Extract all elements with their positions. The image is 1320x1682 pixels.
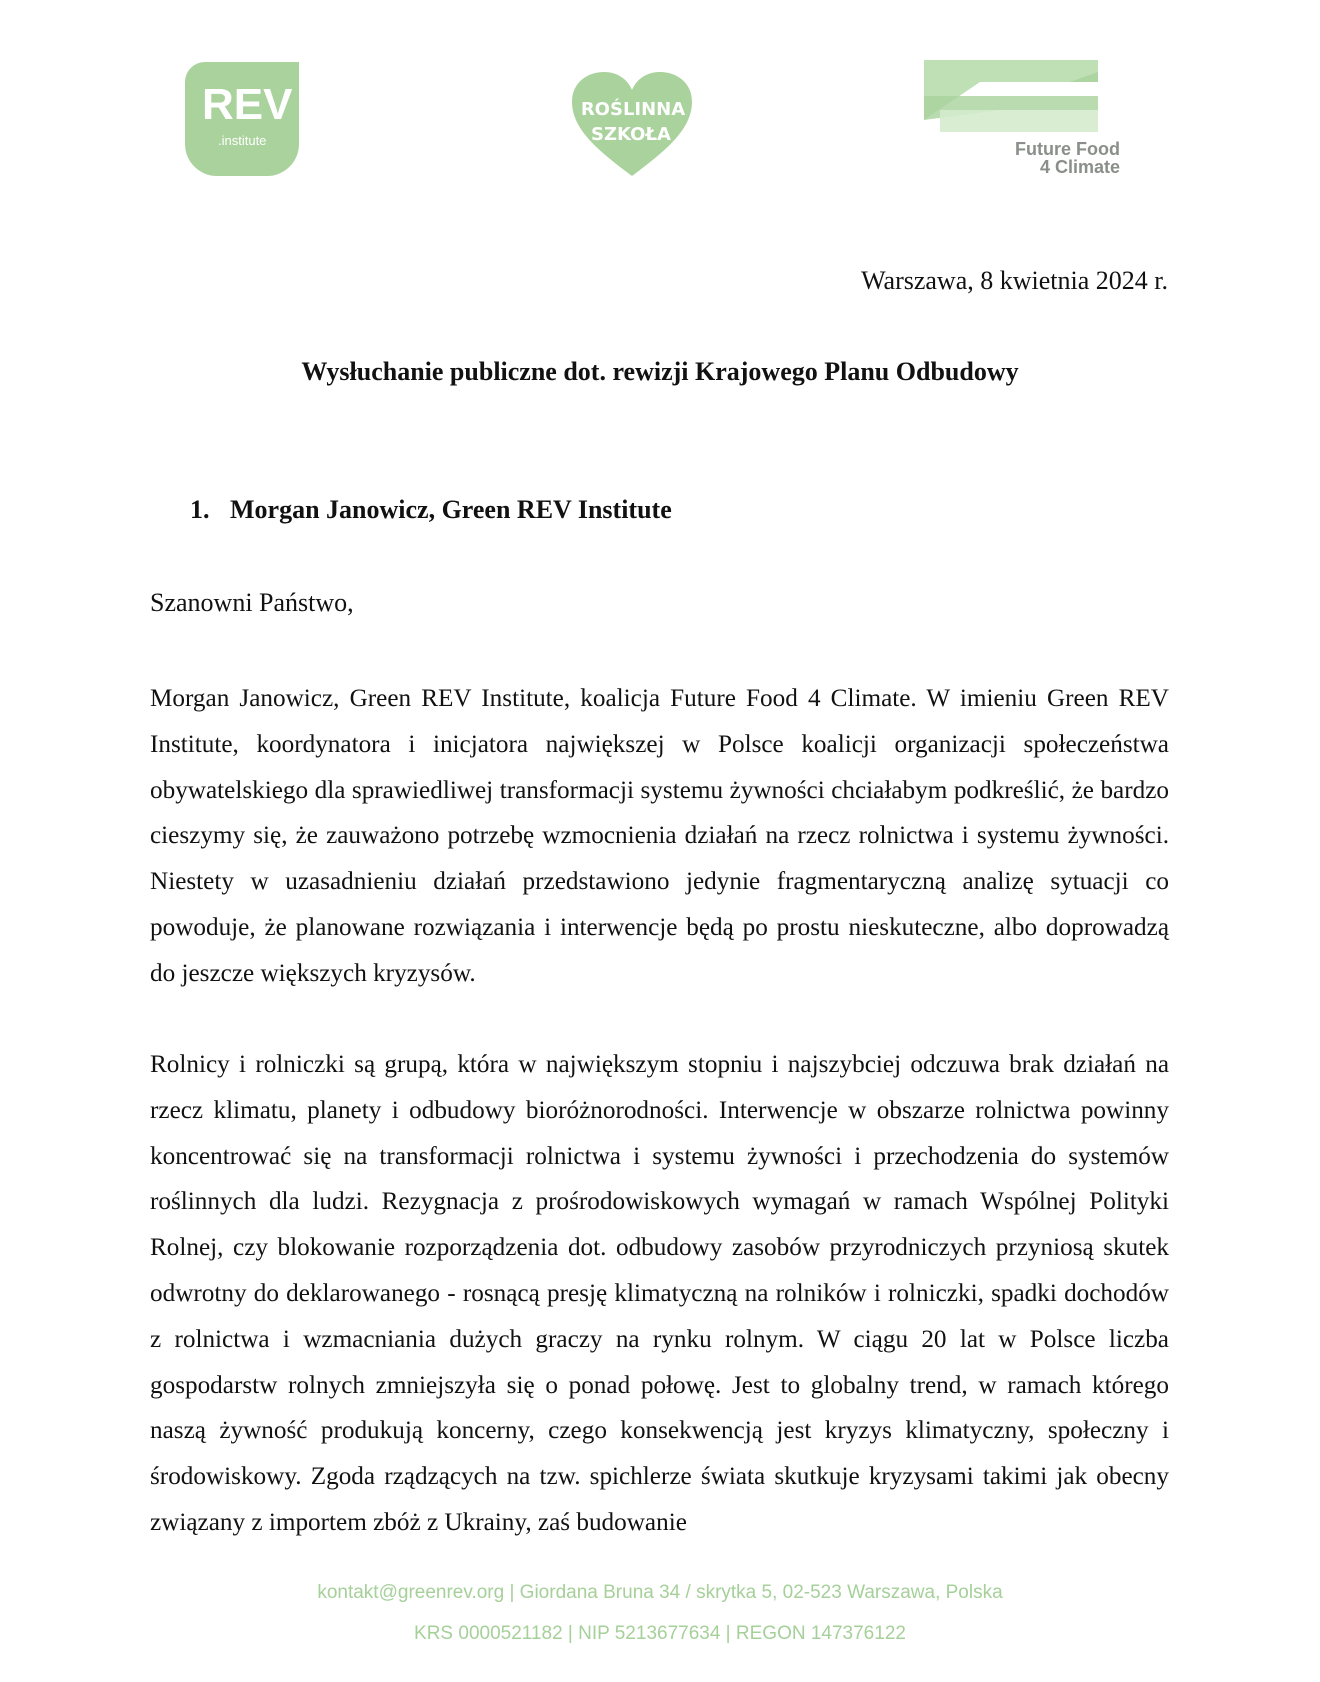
document-title: Wysłuchanie publiczne dot. rewizji Krajowego Planu Odbudowy <box>301 357 1019 386</box>
rev-logo-text: REV <box>202 80 293 129</box>
roslinna-szkola-logo <box>570 70 695 180</box>
document-date: Warszawa, 8 kwietnia 2024 r. <box>861 266 1168 295</box>
future-food-logo-line1: Future Food <box>1015 139 1120 159</box>
roslinna-logo-line1: ROŚLINNA <box>580 99 686 120</box>
section-heading <box>190 495 672 525</box>
rev-institute-logo <box>185 62 299 176</box>
section-number: 1. <box>190 495 210 524</box>
footer-contact-line: kontakt@greenrev.org | Giordana Bruna 34 / skrytka 5, 02-523 Warszawa, Polska <box>317 1582 1003 1603</box>
section-heading-text: Morgan Janowicz, Green REV Institute <box>230 495 672 524</box>
greeting: Szanowni Państwo, <box>150 588 354 617</box>
footer-registry-line: KRS 0000521182 | NIP 5213677634 | REGON 147376122 <box>414 1623 906 1644</box>
paragraph: Rolnicy i rolniczki są grupą, która w największym stopniu i najszybciej odczuwa brak działań na rzecz klimatu, planety i odbudowy bioróżnorodności. Interwencje w obszarze rolnictwa powinny koncentrować się na transformacji rolnictwa i systemu żywności i przechodzenia do systemów roślinnych dla ludzi. Rezygnacja z prośrodowiskowych wymagań w ramach Wspólnej Polityki Rolnej, czy blokowanie rozporządzenia dot. odbudowy zasobów przyrodniczych przyniosą skutek odwrotny do deklarowanego - rosnącą presję klimatyczną na rolników i rolniczki, spadki dochodów z rolnictwa i wzmacniania dużych graczy na rynku rolnym. W ciągu 20 lat w Polsce liczba gospodarstw rolnych zmniejszyła się o ponad połowę. Jest to globalny trend, w ramach którego naszą żywność produkują koncerny, czego konsekwencją jest kryzys klimatyczny, społeczny i środowiskowy. Zgoda rządzących na tzw. spichlerze świata skutkuje kryzysami takimi jak obecny związany z importem zbóż z Ukrainy, zaś budowanie <box>150 1051 1169 1536</box>
rev-logo-subtext: .institute <box>218 133 267 148</box>
logo-header <box>0 0 1320 200</box>
szkola-logo-line2: SZKOŁA <box>591 124 671 145</box>
future-food-4-climate-logo <box>920 60 1120 180</box>
paragraph: Morgan Janowicz, Green REV Institute, koalicja Future Food 4 Climate. W imieniu Green REV Institute, koordynatora i inicjatora największej w Polsce koalicji organizacji społeczeństwa obywatelskiego dla sprawiedliwej transformacji systemu żywności chciałabym podkreślić, że bardzo cieszymy się, że zauważono potrzebę wzmocnienia działań na rzecz rolnictwa i systemu żywności. Niestety w uzasadnieniu działań przedstawiono jedynie fragmentaryczną analizę sytuacji co powoduje, że planowane rozwiązania i interwencje będą po prostu nieskuteczne, albo doprowadzą do jeszcze większych kryzysów. <box>150 685 1169 987</box>
climate-logo-line2: 4 Climate <box>1039 157 1120 177</box>
